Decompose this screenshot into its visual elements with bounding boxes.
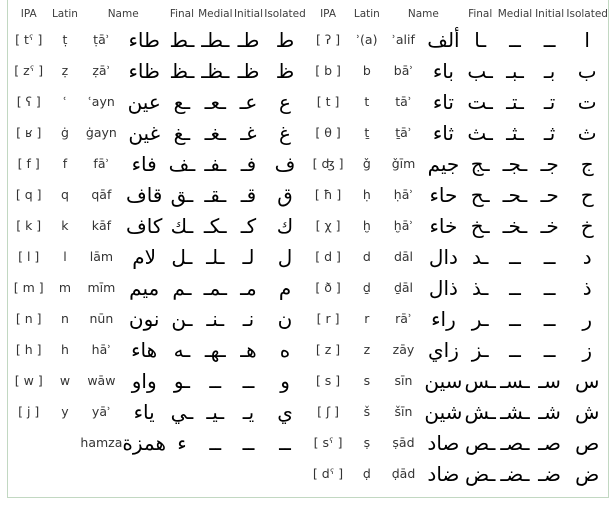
isolated-cell: ف <box>274 151 296 176</box>
name-latin-cell: ṭāʾ <box>93 32 110 47</box>
medial-cell: ـنـ <box>206 306 225 331</box>
header-row <box>306 3 608 24</box>
col-header-initial: Initial <box>233 7 263 20</box>
medial-cell: ــ <box>509 337 521 362</box>
letter-row <box>306 179 608 210</box>
ipa-cell: [ ʃ ] <box>317 404 340 419</box>
initial-cell: ضـ <box>538 461 562 486</box>
ipa-cell: [ t ] <box>316 94 340 109</box>
name-arabic-cell: ضاد <box>427 461 460 486</box>
col-header-ipa: IPA <box>320 7 337 20</box>
initial-cell: غـ <box>240 120 257 145</box>
latin-cell: ṭ <box>62 32 68 47</box>
medial-cell: ـهـ <box>204 337 226 362</box>
medial-cell: ـكـ <box>203 213 227 238</box>
medial-cell: ـضـ <box>500 461 530 486</box>
medial-cell: ـعـ <box>204 89 226 114</box>
letter-row <box>306 86 608 117</box>
ipa-cell: [ s ] <box>315 373 341 388</box>
ipa-cell: [ j ] <box>18 404 40 419</box>
letter-row <box>306 241 608 272</box>
name-arabic-cell: غين <box>128 120 161 145</box>
header-row <box>8 3 306 24</box>
initial-cell: كـ <box>240 213 257 238</box>
latin-cell: w <box>59 373 71 388</box>
initial-cell: ــ <box>543 275 556 300</box>
name-arabic-cell: شين <box>424 399 463 424</box>
initial-cell: ثـ <box>543 120 556 145</box>
final-cell: ـك <box>170 213 194 238</box>
medial-cell: ـظـ <box>201 58 230 83</box>
ipa-cell: [ q ] <box>15 187 42 202</box>
name-latin-cell: ǧīm <box>391 156 416 171</box>
initial-cell: صـ <box>538 430 562 455</box>
ipa-cell: [ tˤ ] <box>15 32 43 47</box>
name-arabic-cell: ياء <box>133 399 155 424</box>
latin-cell: š <box>363 404 371 419</box>
isolated-cell: ه <box>279 337 291 362</box>
isolated-cell: ع <box>279 89 291 114</box>
medial-cell: ـيـ <box>206 399 225 424</box>
ipa-cell: [ n ] <box>15 311 42 326</box>
ipa-cell <box>8 427 49 458</box>
latin-cell: d <box>362 249 371 264</box>
name-latin-cell: ẓāʾ <box>92 63 111 78</box>
latin-cell: b <box>362 63 371 78</box>
final-cell: ـي <box>170 399 194 424</box>
initial-cell: جـ <box>540 151 559 176</box>
name-latin-cell: wāw <box>87 373 116 388</box>
latin-cell: q <box>60 187 69 202</box>
initial-cell: خـ <box>540 213 559 238</box>
isolated-cell: ت <box>577 89 597 114</box>
latin-cell: n <box>60 311 69 326</box>
letter-row <box>8 86 306 117</box>
name-arabic-cell: عين <box>127 89 161 114</box>
ipa-cell: [ ʁ ] <box>16 125 42 140</box>
name-arabic-cell: ظاء <box>128 58 160 83</box>
isolated-cell: ق <box>277 182 293 207</box>
left-table-body <box>8 24 306 458</box>
initial-cell: قـ <box>240 182 257 207</box>
latin-cell: k <box>61 218 69 233</box>
initial-cell: فـ <box>240 151 257 176</box>
isolated-cell: ص <box>575 430 600 455</box>
name-latin-cell: lām <box>89 249 114 264</box>
name-latin-cell: ṣād <box>392 435 415 450</box>
letter-row <box>8 55 306 86</box>
name-arabic-cell: كاف <box>126 213 163 238</box>
initial-cell: ــ <box>242 368 255 393</box>
final-cell: ـغ <box>173 120 191 145</box>
latin-cell: ʾ(a) <box>356 32 378 47</box>
isolated-cell: ل <box>277 244 293 269</box>
name-latin-cell: hāʾ <box>91 342 112 357</box>
latin-cell: h <box>60 342 69 357</box>
medial-cell: ـطـ <box>201 27 230 52</box>
final-cell: ـذ <box>471 275 489 300</box>
name-latin-cell: ʿayn <box>87 94 115 109</box>
letter-row <box>8 396 306 427</box>
initial-cell: ــ <box>543 306 556 331</box>
final-cell: ـخ <box>470 213 490 238</box>
ipa-cell: [ ħ ] <box>314 187 342 202</box>
latin-cell: r <box>364 311 370 326</box>
name-latin-cell: ḍād <box>391 466 416 481</box>
ipa-cell: [ ʕ ] <box>16 94 41 109</box>
medial-cell: ـفـ <box>204 151 227 176</box>
name-latin-cell: nūn <box>89 311 114 326</box>
ipa-cell: [ m ] <box>13 280 44 295</box>
medial-cell: ـحـ <box>502 182 528 207</box>
letter-row <box>306 334 608 365</box>
name-arabic-cell: فاء <box>131 151 157 176</box>
name-arabic-cell: دال <box>428 244 458 269</box>
letter-row <box>306 365 608 396</box>
latin-cell: ṯ <box>364 125 370 140</box>
col-header-final: Final <box>468 7 493 20</box>
isolated-cell: س <box>574 368 600 393</box>
ipa-cell: [ ʤ ] <box>312 156 344 171</box>
name-arabic-cell: زاي <box>427 337 459 362</box>
ipa-cell: [ ʔ ] <box>316 32 341 47</box>
final-cell: ـس <box>464 368 496 393</box>
ipa-cell: [ zˤ ] <box>14 63 44 78</box>
col-header-medial: Medial <box>198 7 233 20</box>
ipa-cell: [ θ ] <box>315 125 341 140</box>
isolated-cell: ك <box>276 213 294 238</box>
isolated-cell: ــ <box>279 430 291 455</box>
final-cell: ـو <box>173 368 191 393</box>
name-latin-cell: kāf <box>91 218 112 233</box>
name-latin-cell: sīn <box>394 373 413 388</box>
ipa-cell: [ r ] <box>316 311 340 326</box>
name-latin-cell: ḏāl <box>393 280 414 295</box>
name-latin-cell: ṯāʾ <box>395 125 412 140</box>
letter-row <box>306 117 608 148</box>
letter-row <box>8 365 306 396</box>
isolated-cell: م <box>278 275 292 300</box>
letter-row <box>306 396 608 427</box>
col-header-ipa: IPA <box>20 7 37 20</box>
name-arabic-cell: قاف <box>125 182 163 207</box>
final-cell: ـم <box>172 275 192 300</box>
col-header-isolated: Isolated <box>566 7 608 20</box>
name-arabic-cell: همزة <box>122 430 166 455</box>
medial-cell: ـصـ <box>500 430 530 455</box>
isolated-cell: د <box>582 244 592 269</box>
final-cell: ء <box>177 430 187 455</box>
isolated-cell: غ <box>279 120 291 145</box>
initial-cell: طـ <box>237 27 260 52</box>
medial-cell: ـسـ <box>500 368 530 393</box>
name-latin-cell: tāʾ <box>395 94 412 109</box>
name-latin-cell: bāʾ <box>393 63 414 78</box>
latin-cell: y <box>61 404 69 419</box>
name-arabic-cell: تاء <box>432 89 454 114</box>
name-arabic-cell: ذال <box>428 275 458 300</box>
latin-cell: z <box>363 342 371 357</box>
col-header-name: Name <box>107 7 139 20</box>
latin-cell: ḏ <box>362 280 371 295</box>
letter-row <box>8 272 306 303</box>
isolated-cell: ر <box>582 306 592 331</box>
letter-row <box>8 427 306 458</box>
final-cell: ـن <box>171 306 193 331</box>
latin-cell: ǧ <box>362 156 371 171</box>
ipa-cell: [ h ] <box>15 342 42 357</box>
isolated-cell: ض <box>575 461 600 486</box>
name-arabic-cell: لام <box>132 244 157 269</box>
final-cell: ـص <box>464 430 496 455</box>
medial-cell: ــ <box>509 27 521 52</box>
latin-cell: ḥ <box>362 187 371 202</box>
col-header-isolated: Isolated <box>264 7 306 20</box>
name-arabic-cell: نون <box>128 306 160 331</box>
isolated-cell: خ <box>580 213 594 238</box>
latin-cell: ḍ <box>362 466 371 481</box>
letter-row <box>8 117 306 148</box>
medial-cell: ــ <box>509 275 521 300</box>
col-header-latin: Latin <box>51 7 78 20</box>
final-cell: ـه <box>173 337 191 362</box>
name-latin-cell: ḫāʾ <box>393 218 414 233</box>
medial-cell: ـجـ <box>502 151 528 176</box>
letter-row <box>8 241 306 272</box>
name-arabic-cell: جيم <box>427 151 460 176</box>
letter-row <box>8 210 306 241</box>
latin-cell: ġ <box>60 125 69 140</box>
initial-cell: يـ <box>242 399 255 424</box>
name-arabic-cell: طاء <box>128 27 160 52</box>
final-cell: ـل <box>171 244 193 269</box>
final-cell: ـش <box>464 399 496 424</box>
medial-cell: ـقـ <box>204 182 227 207</box>
name-latin-cell: dāl <box>393 249 414 264</box>
final-cell: ـع <box>173 89 191 114</box>
ipa-cell: [ χ ] <box>315 218 341 233</box>
name-arabic-cell: ثاء <box>432 120 454 145</box>
letter-row <box>306 210 608 241</box>
latin-cell: ʿ <box>63 94 67 109</box>
latin-cell: t <box>364 94 370 109</box>
isolated-cell: ن <box>277 306 293 331</box>
name-arabic-cell: ميم <box>129 275 160 300</box>
initial-cell: هـ <box>240 337 257 362</box>
isolated-cell: ح <box>580 182 594 207</box>
initial-cell: ــ <box>543 337 556 362</box>
final-cell: ـج <box>470 151 490 176</box>
col-header-latin: Latin <box>353 7 380 20</box>
name-latin-cell: qāf <box>91 187 112 202</box>
latin-cell: ḫ <box>362 218 371 233</box>
right-table-body <box>306 24 608 489</box>
initial-cell: عـ <box>239 89 258 114</box>
final-cell: ـض <box>464 461 496 486</box>
name-arabic-cell: خاء <box>429 213 458 238</box>
letter-row <box>8 24 306 55</box>
ipa-cell: [ b ] <box>315 63 341 78</box>
medial-cell: ــ <box>209 368 222 393</box>
col-header-medial: Medial <box>497 7 533 20</box>
isolated-cell: و <box>280 368 290 393</box>
name-latin-cell: rāʾ <box>395 311 412 326</box>
name-latin-cell: yāʾ <box>91 404 111 419</box>
letter-row <box>8 334 306 365</box>
isolated-cell: ظ <box>275 58 295 83</box>
ipa-cell: [ z ] <box>315 342 341 357</box>
initial-cell: حـ <box>540 182 559 207</box>
final-cell: ـط <box>169 27 195 52</box>
final-cell: ـا <box>474 27 487 52</box>
latin-cell: s <box>363 373 371 388</box>
ipa-cell: [ dˤ ] <box>312 466 344 481</box>
isolated-cell: ش <box>574 399 600 424</box>
initial-cell: ظـ <box>237 58 260 83</box>
latin-cell: m <box>58 280 72 295</box>
isolated-cell: ذ <box>582 275 592 300</box>
medial-cell: ـشـ <box>500 399 530 424</box>
ipa-cell: [ ð ] <box>315 280 341 295</box>
initial-cell: لـ <box>242 244 255 269</box>
initial-cell: ــ <box>242 430 255 455</box>
initial-cell: تـ <box>543 89 556 114</box>
initial-cell: نـ <box>242 306 255 331</box>
isolated-cell: ب <box>577 58 597 83</box>
isolated-cell: ي <box>277 399 293 424</box>
initial-cell: ــ <box>543 27 556 52</box>
name-latin-cell: fāʾ <box>93 156 110 171</box>
initial-cell: ــ <box>543 244 556 269</box>
initial-cell: بـ <box>543 58 556 83</box>
letter-row <box>306 427 608 458</box>
alphabet-table-left <box>8 3 306 458</box>
initial-cell: سـ <box>538 368 561 393</box>
medial-cell: ـثـ <box>506 120 524 145</box>
medial-cell: ــ <box>209 430 222 455</box>
name-latin-cell: ġayn <box>85 125 117 140</box>
name-latin-cell: hamza <box>80 435 123 450</box>
ipa-cell: [ l ] <box>18 249 40 264</box>
name-arabic-cell: واو <box>131 368 157 393</box>
letter-row <box>306 458 608 489</box>
letter-row <box>306 303 608 334</box>
letter-row <box>306 24 608 55</box>
medial-cell: ـغـ <box>204 120 226 145</box>
isolated-cell: ز <box>582 337 592 362</box>
letter-row <box>306 148 608 179</box>
initial-cell: مـ <box>240 275 257 300</box>
name-arabic-cell: هاء <box>131 337 158 362</box>
ipa-cell: [ d ] <box>315 249 341 264</box>
ipa-cell: [ w ] <box>14 373 43 388</box>
final-cell: ـف <box>168 151 196 176</box>
medial-cell: ــ <box>509 244 521 269</box>
initial-cell: شـ <box>538 399 561 424</box>
name-latin-cell: ʾalif <box>392 32 415 47</box>
final-cell: ـد <box>471 244 489 269</box>
final-cell: ـظ <box>169 58 195 83</box>
medial-cell: ـتـ <box>506 89 524 114</box>
latin-cell: l <box>63 249 67 264</box>
name-arabic-cell: باء <box>432 58 454 83</box>
final-cell: ـق <box>170 182 194 207</box>
medial-cell: ــ <box>509 306 521 331</box>
final-cell: ـح <box>470 182 490 207</box>
letter-row <box>306 272 608 303</box>
name-arabic-cell: صاد <box>427 430 460 455</box>
medial-cell: ـبـ <box>506 58 524 83</box>
name-arabic-cell: سين <box>424 368 463 393</box>
name-latin-cell: šīn <box>394 404 413 419</box>
isolated-cell: ج <box>580 151 594 176</box>
medial-cell: ـلـ <box>206 244 225 269</box>
final-cell: ـث <box>467 120 493 145</box>
medial-cell: ـخـ <box>502 213 528 238</box>
col-header-name: Name <box>407 7 439 20</box>
letter-row <box>8 303 306 334</box>
letter-row <box>306 55 608 86</box>
letter-row <box>8 179 306 210</box>
final-cell: ـز <box>471 337 489 362</box>
name-latin-cell: ḥāʾ <box>393 187 414 202</box>
latin-cell <box>49 427 80 458</box>
latin-cell: f <box>62 156 68 171</box>
latin-cell: ẓ <box>61 63 69 78</box>
name-latin-cell: zāy <box>392 342 415 357</box>
isolated-cell: ث <box>577 120 597 145</box>
col-header-initial: Initial <box>535 7 565 20</box>
col-header-final: Final <box>169 7 195 20</box>
final-cell: ـر <box>471 306 489 331</box>
name-arabic-cell: راء <box>431 306 456 331</box>
final-cell: ـت <box>467 89 493 114</box>
medial-cell: ـمـ <box>203 275 227 300</box>
final-cell: ـب <box>467 58 493 83</box>
ipa-cell: [ sˤ ] <box>313 435 343 450</box>
name-latin-cell: mīm <box>87 280 116 295</box>
isolated-cell: ا <box>584 27 590 52</box>
isolated-cell: ط <box>275 27 295 52</box>
alphabet-table-right <box>306 3 608 489</box>
latin-cell: ṣ <box>363 435 371 450</box>
name-arabic-cell: ألف <box>427 27 460 52</box>
ipa-cell: [ k ] <box>16 218 42 233</box>
name-arabic-cell: حاء <box>429 182 458 207</box>
letter-row <box>8 148 306 179</box>
ipa-cell: [ f ] <box>17 156 40 171</box>
alphabet-table-frame <box>7 0 609 498</box>
